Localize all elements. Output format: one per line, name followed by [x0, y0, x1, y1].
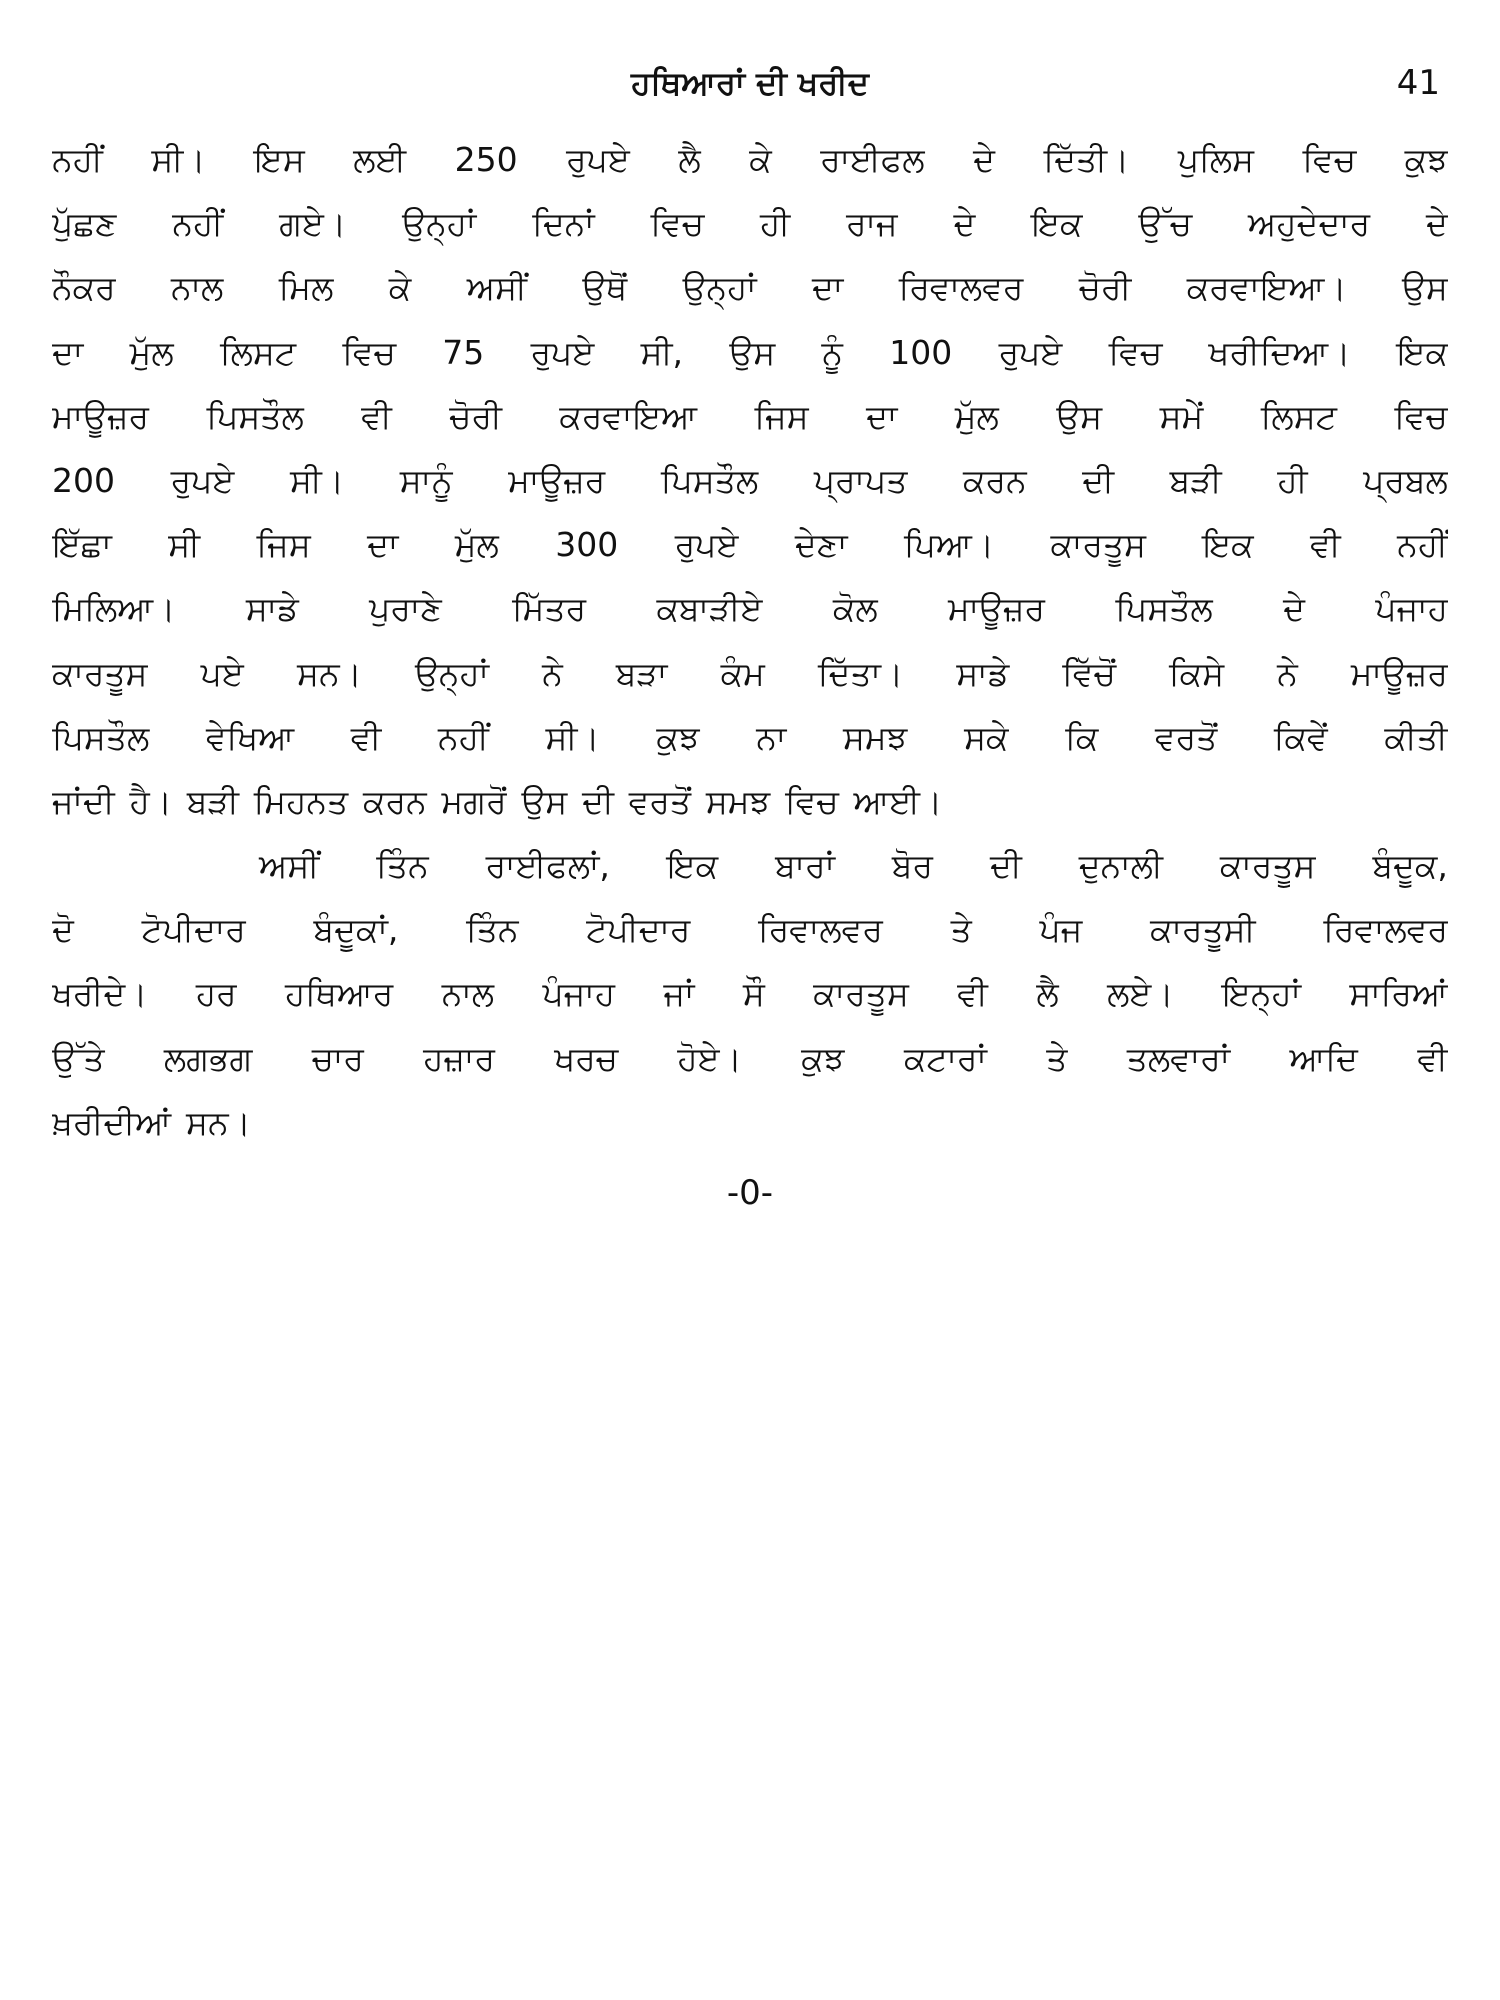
text-line: ਉੱਤੇ ਲਗਭਗ ਚਾਰ ਹਜ਼ਾਰ ਖਰਚ ਹੋਏ। ਕੁਝ ਕਟਾਰਾਂ ਤੇ ਤਲਵਾਰਾਂ ਆਦਿ ਵੀ — [52, 1038, 1448, 1078]
text-line: ਖ਼ਰੀਦੀਆਂ ਸਨ। — [52, 1102, 251, 1142]
running-title: ਹਥਿਆਰਾਂ ਦੀ ਖਰੀਦ — [631, 64, 869, 102]
text-line: ਪਿਸਤੌਲ ਵੇਖਿਆ ਵੀ ਨਹੀਂ ਸੀ। ਕੁਝ ਨਾ ਸਮਝ ਸਕੇ ਕਿ ਵਰਤੋਂ ਕਿਵੇਂ ਕੀਤੀ — [52, 717, 1448, 757]
end-mark: -0- — [726, 1173, 774, 1213]
text-line: ਦਾ ਮੁੱਲ ਲਿਸਟ ਵਿਚ 75 ਰੁਪਏ ਸੀ, ਉਸ ਨੂੰ 100 ਰੁਪਏ ਵਿਚ ਖਰੀਦਿਆ। ਇਕ — [52, 332, 1448, 372]
text-line: ਪੁੱਛਣ ਨਹੀਂ ਗਏ। ਉਨ੍ਹਾਂ ਦਿਨਾਂ ਵਿਚ ਹੀ ਰਾਜ ਦੇ ਇਕ ਉੱਚ ਅਹੁਦੇਦਾਰ ਦੇ — [52, 204, 1448, 244]
running-header — [0, 58, 1500, 108]
page-number: 41 — [1396, 63, 1440, 103]
text-line: 200 ਰੁਪਏ ਸੀ। ਸਾਨੂੰ ਮਾਊਜ਼ਰ ਪਿਸਤੌਲ ਪ੍ਰਾਪਤ ਕਰਨ ਦੀ ਬੜੀ ਹੀ ਪ੍ਰਬਲ — [52, 460, 1448, 500]
text-line: ਦੋ ਟੋਪੀਦਾਰ ਬੰਦੂਕਾਂ, ਤਿੰਨ ਟੋਪੀਦਾਰ ਰਿਵਾਲਵਰ ਤੇ ਪੰਜ ਕਾਰਤੂਸੀ ਰਿਵਾਲਵਰ — [52, 910, 1448, 950]
text-line: ਜਾਂਦੀ ਹੈ। ਬੜੀ ਮਿਹਨਤ ਕਰਨ ਮਗਰੋਂ ਉਸ ਦੀ ਵਰਤੋਂ ਸਮਝ ਵਿਚ ਆਈ। — [52, 781, 943, 821]
text-line: ਮਿਲਿਆ। ਸਾਡੇ ਪੁਰਾਣੇ ਮਿੱਤਰ ਕਬਾੜੀਏ ਕੋਲ ਮਾਊਜ਼ਰ ਪਿਸਤੌਲ ਦੇ ਪੰਜਾਹ — [52, 589, 1448, 629]
text-line: ਅਸੀਂ ਤਿੰਨ ਰਾਈਫਲਾਂ, ਇਕ ਬਾਰਾਂ ਬੋਰ ਦੀ ਦੁਨਾਲੀ ਕਾਰਤੂਸ ਬੰਦੂਕ, — [259, 846, 1448, 886]
text-line: ਖਰੀਦੇ। ਹਰ ਹਥਿਆਰ ਨਾਲ ਪੰਜਾਹ ਜਾਂ ਸੌ ਕਾਰਤੂਸ ਵੀ ਲੈ ਲਏ। ਇਨ੍ਹਾਂ ਸਾਰਿਆਂ — [52, 974, 1448, 1014]
text-line: ਕਾਰਤੂਸ ਪਏ ਸਨ। ਉਨ੍ਹਾਂ ਨੇ ਬੜਾ ਕੰਮ ਦਿੱਤਾ। ਸਾਡੇ ਵਿੱਚੋਂ ਕਿਸੇ ਨੇ ਮਾਊਜ਼ਰ — [52, 653, 1448, 693]
body-text — [52, 128, 1448, 1155]
text-line: ਇੱਛਾ ਸੀ ਜਿਸ ਦਾ ਮੁੱਲ 300 ਰੁਪਏ ਦੇਣਾ ਪਿਆ। ਕਾਰਤੂਸ ਇਕ ਵੀ ਨਹੀਂ — [52, 525, 1448, 565]
text-line: ਨਹੀਂ ਸੀ। ਇਸ ਲਈ 250 ਰੁਪਏ ਲੈ ਕੇ ਰਾਈਫਲ ਦੇ ਦਿੱਤੀ। ਪੁਲਿਸ ਵਿਚ ਕੁਝ — [52, 140, 1448, 179]
text-line: ਮਾਊਜ਼ਰ ਪਿਸਤੌਲ ਵੀ ਚੋਰੀ ਕਰਵਾਇਆ ਜਿਸ ਦਾ ਮੁੱਲ ਉਸ ਸਮੇਂ ਲਿਸਟ ਵਿਚ — [52, 396, 1448, 436]
text-line: ਨੌਕਰ ਨਾਲ ਮਿਲ ਕੇ ਅਸੀਂ ਉਥੋਂ ਉਨ੍ਹਾਂ ਦਾ ਰਿਵਾਲਵਰ ਚੋਰੀ ਕਰਵਾਇਆ। ਉਸ — [52, 268, 1448, 308]
